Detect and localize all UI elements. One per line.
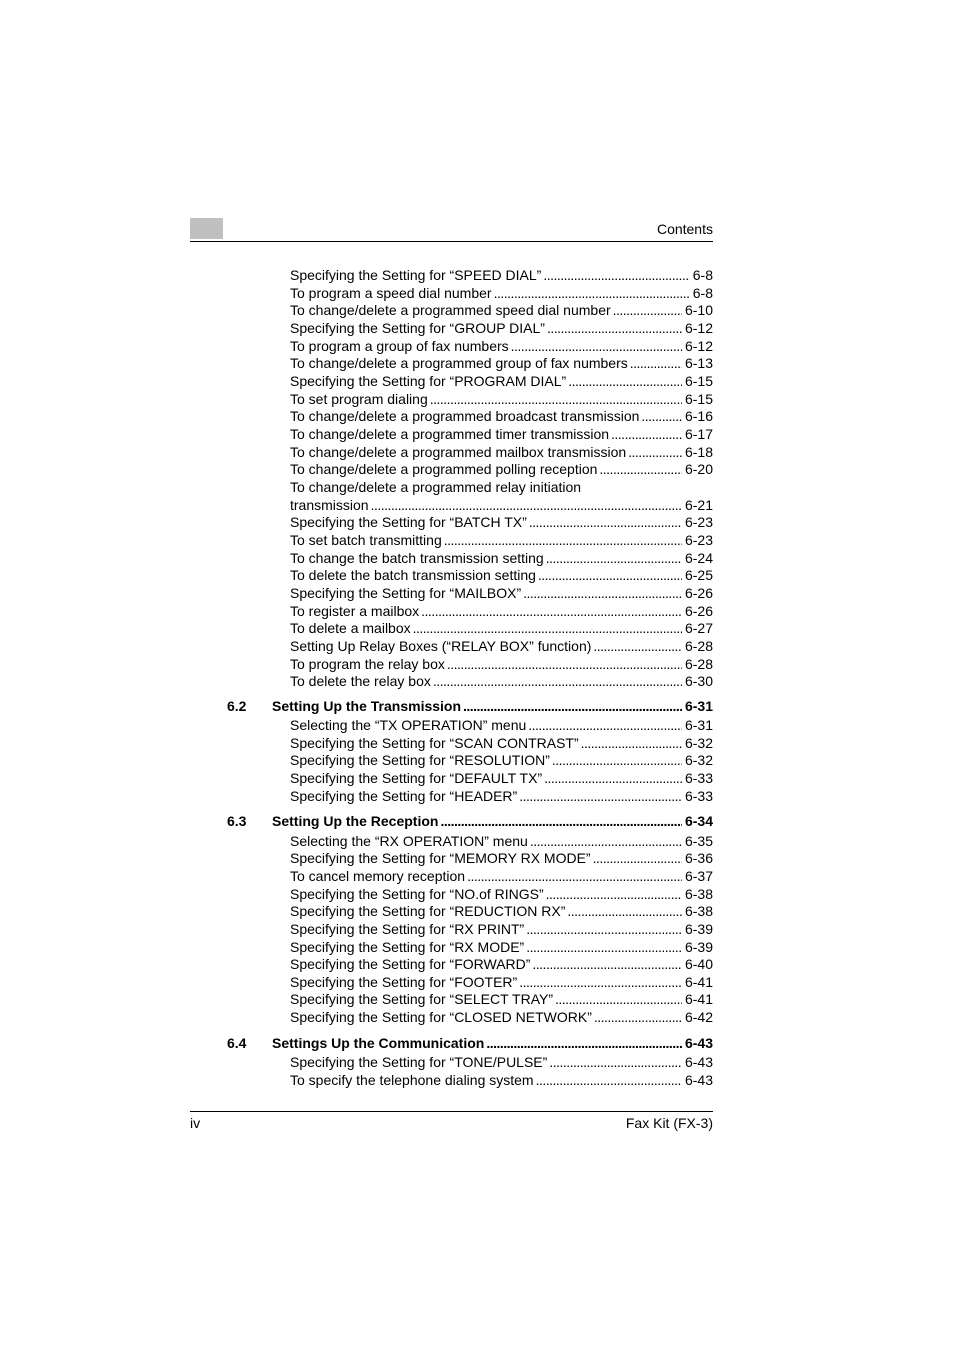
toc-entry: To change/delete a programmed group of fax numbers . . . 6-13 <box>290 354 713 372</box>
toc-entry: Specifying the Setting for “RX PRINT” . . . 6-39 <box>290 920 713 938</box>
toc-entry: To set program dialing . . . 6-15 <box>290 390 713 408</box>
toc-entry: Specifying the Setting for “REDUCTION RX” . . . 6-38 <box>290 902 713 920</box>
section-heading: Setting Up the Reception . . . 6-34 <box>272 812 713 830</box>
toc-entry: To change/delete a programmed mailbox transmission . . . 6-18 <box>290 443 713 461</box>
toc-entry: Specifying the Setting for “GROUP DIAL” . . . 6-12 <box>290 319 713 337</box>
toc-entry: Specifying the Setting for “NO.of RINGS” . . . 6-38 <box>290 885 713 903</box>
toc-entry: To delete a mailbox . . . 6-27 <box>290 619 713 637</box>
toc-entry: To delete the relay box . . . 6-30 <box>290 672 713 690</box>
chapter-tab-marker <box>190 218 223 239</box>
toc-entry: Specifying the Setting for “MAILBOX” . . . 6-26 <box>290 584 713 602</box>
toc-entry: To program the relay box . . . 6-28 <box>290 655 713 673</box>
toc-entry: To delete the batch transmission setting . . . 6-25 <box>290 566 713 584</box>
toc-entry: To set batch transmitting . . . 6-23 <box>290 531 713 549</box>
section-heading: Setting Up the Transmission . . . 6-31 <box>272 697 713 715</box>
toc-entry: Specifying the Setting for “HEADER” . . . 6-33 <box>290 787 713 805</box>
section-heading: Settings Up the Communication . . . 6-43 <box>272 1034 713 1052</box>
header-rule <box>190 241 713 242</box>
toc-entry: Specifying the Setting for “SELECT TRAY” . . . 6-41 <box>290 990 713 1008</box>
footer-rule <box>190 1111 713 1112</box>
toc-entry: To change/delete a programmed polling reception . . . 6-20 <box>290 460 713 478</box>
toc-entry: To program a group of fax numbers . . . 6-12 <box>290 337 713 355</box>
toc-entry: To change the batch transmission setting . . . 6-24 <box>290 549 713 567</box>
page-number: iv <box>190 1115 201 1131</box>
toc-entry: Specifying the Setting for “SPEED DIAL” . . . 6-8 <box>290 266 713 284</box>
toc-entry: Specifying the Setting for “SCAN CONTRAST” . . . 6-32 <box>290 734 713 752</box>
toc-entry: To change/delete a programmed broadcast transmission . . . 6-16 <box>290 407 713 425</box>
section-number: 6.2 <box>227 698 247 714</box>
toc-entry: Specifying the Setting for “BATCH TX” . . . 6-23 <box>290 513 713 531</box>
product-name: Fax Kit (FX-3) <box>625 1115 713 1131</box>
toc-entry: To cancel memory reception . . . 6-37 <box>290 867 713 885</box>
toc-entry: Selecting the “TX OPERATION” menu . . . 6-31 <box>290 716 713 734</box>
toc-entry: Specifying the Setting for “FORWARD” . . . 6-40 <box>290 955 713 973</box>
section-number: 6.4 <box>227 1035 247 1051</box>
toc-entry: To register a mailbox . . . 6-26 <box>290 602 713 620</box>
toc-entry: To program a speed dial number . . . 6-8 <box>290 284 713 302</box>
toc-entry: Setting Up Relay Boxes (“RELAY BOX” function) . . . 6-28 <box>290 637 713 655</box>
toc-entry: transmission . . . 6-21 <box>290 496 713 514</box>
toc-entry: Specifying the Setting for “RX MODE” . . . 6-39 <box>290 938 713 956</box>
toc-entry: Selecting the “RX OPERATION” menu . . . 6-35 <box>290 832 713 850</box>
toc-entry: Specifying the Setting for “CLOSED NETWORK” . . . 6-42 <box>290 1008 713 1026</box>
toc-entry: Specifying the Setting for “FOOTER” . . . 6-41 <box>290 973 713 991</box>
toc-entry: Specifying the Setting for “TONE/PULSE” . . . 6-43 <box>290 1053 713 1071</box>
toc-entry: Specifying the Setting for “RESOLUTION” . . . 6-32 <box>290 751 713 769</box>
toc-entry: To change/delete a programmed timer transmission . . . 6-17 <box>290 425 713 443</box>
toc-entry: To change/delete a programmed speed dial number . . . 6-10 <box>290 301 713 319</box>
toc-entry: Specifying the Setting for “DEFAULT TX” . . . 6-33 <box>290 769 713 787</box>
running-header-title: Contents <box>656 221 713 237</box>
toc-entry: To specify the telephone dialing system . . . 6-43 <box>290 1071 713 1089</box>
section-number: 6.3 <box>227 813 247 829</box>
toc-entry: Specifying the Setting for “PROGRAM DIAL” . . . 6-15 <box>290 372 713 390</box>
toc-entry: Specifying the Setting for “MEMORY RX MODE” . . . 6-36 <box>290 849 713 867</box>
toc-entry-wrapped-first-line: To change/delete a programmed relay initiation <box>290 479 582 495</box>
